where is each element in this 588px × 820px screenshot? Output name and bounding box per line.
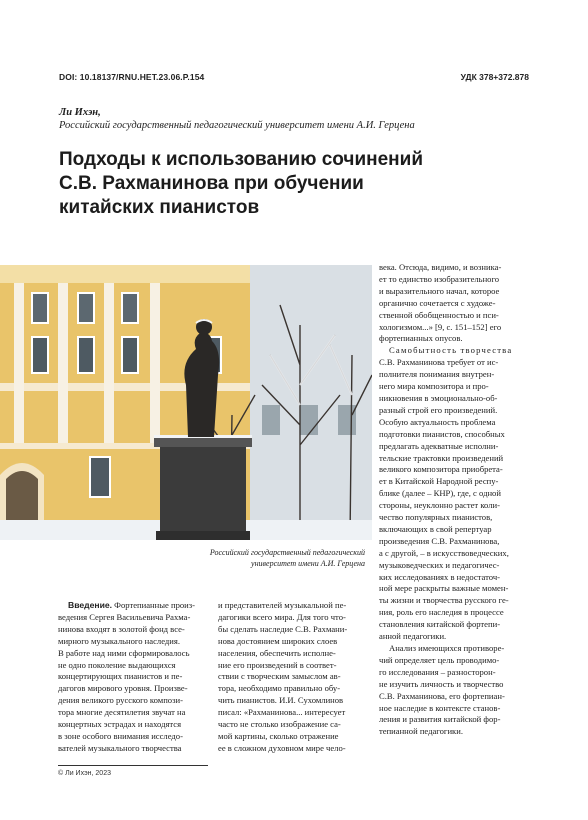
text-line: тепианной педагогики. [379, 726, 463, 737]
text-line: го исследования – разносторон- [379, 666, 496, 677]
text-line: подготовки пианистов, способных [379, 428, 505, 439]
section-heading: Введение. [68, 600, 113, 610]
title-line: С.В. Рахманинова при обучении [59, 173, 364, 194]
text-line: мирного музыкального наследия. [58, 635, 180, 646]
text-line: предлагать адекватные исполни- [379, 440, 499, 451]
text-line: а с другой, – в искусствоведческих, [379, 547, 509, 558]
text-line: писал: «Рахманинова... интересует [218, 707, 346, 718]
text-line: не одно поколение выдающихся [58, 659, 176, 670]
text-line: тора многие десятилетия звучат на [58, 707, 186, 718]
text-line: и представителей музыкальной пе- [218, 600, 347, 610]
author-affiliation: Российский государственный педагогический университет имени А.И. Герцена [59, 120, 415, 131]
text-line: становления китайской фортепи- [379, 619, 501, 630]
text-line: ведения Сергея Васильевича Рахма- [58, 611, 191, 622]
udk-label: УДК 378+372.878 [460, 72, 529, 82]
body-column-3 [379, 262, 531, 738]
text-line: органично сочетается с художе- [379, 297, 496, 308]
text-line: века. Отсюда, видимо, и возника- [379, 262, 502, 272]
text-line: В работе над ними сформировалось [58, 647, 190, 658]
text-line: музыковедческих и педагогичес- [379, 559, 500, 570]
text-line: хологизмом...» [9, с. 151–152] его [379, 321, 502, 332]
text-line: населения, обеспечить исполне- [218, 647, 336, 658]
caption-line: Российский государственный педагогический [209, 548, 365, 557]
text-line: анной педагогики. [379, 631, 447, 642]
text-line: ние его произведений в соответ- [218, 659, 337, 670]
text-line: концертных эстрадах и находятся [58, 719, 182, 730]
text-line: Самобытность творчества [389, 345, 513, 356]
article-title [59, 148, 529, 220]
text-line: ния, роль его наследия в процессе [379, 607, 504, 618]
text-line: чество популярных пианистов, [379, 512, 493, 523]
caption-line: университет имени А.И. Герцена [251, 558, 365, 568]
text-line: ления и развития китайской фор- [379, 714, 501, 725]
text-line: чить пианистов. И.И. Сухомлинов [218, 695, 344, 706]
text-line: стороны, неуклонно растет коли- [379, 500, 500, 511]
text-line: тельские трактовки произведений [379, 452, 504, 463]
text-line: ет то единство изобразительного [379, 273, 500, 284]
text-line: С.В. Рахманинова, его фортепиан- [379, 690, 505, 701]
text-fragment: Фортепианные произ- [112, 600, 196, 610]
monument-photo [0, 265, 372, 540]
text-line: произведения С.В. Рахманинова, [379, 535, 500, 546]
text-line: нинова входят в золотой фонд все- [58, 623, 185, 634]
author-name: Ли Ихэн, [59, 107, 101, 118]
text-line: и выразительного начал, которое [379, 285, 500, 296]
text-line: Особую актуальность проблема [379, 416, 496, 427]
text-line: ет в Китайской Народной респу- [379, 476, 499, 487]
text-line: мой картины, сколько отражение [218, 730, 339, 741]
text-line: С.В. Рахманинова требует от ис- [379, 357, 499, 368]
body-column-1 [58, 600, 210, 755]
text-line: Анализ имеющихся противоре- [389, 643, 505, 653]
text-line: концертирующих пианистов и пе- [58, 671, 183, 682]
text-line: часто не столько изображение са- [218, 719, 341, 730]
text-line: ствии с творческим замыслом ав- [218, 671, 341, 682]
text-line: включающих в свой репертуар [379, 523, 492, 534]
body-column-2 [218, 600, 370, 755]
text-line: дения великого русского компози- [58, 695, 183, 706]
text-line: чий определяет цель проводимо- [379, 654, 500, 665]
text-line: него мира композитора и про- [379, 381, 489, 392]
text-line: не изучить личность и творчество [379, 678, 504, 689]
text-line: вателей музыкального творчества [58, 742, 182, 753]
copyright-notice: © Ли Ихэн, 2023 [58, 770, 111, 777]
text-line: тора, необходимо правильно обу- [218, 683, 341, 694]
text-line: ственной обобщенностью и пси- [379, 309, 499, 320]
title-line: китайских пианистов [59, 197, 260, 218]
text-line: блике (далее – КНР), где, с одной [379, 488, 501, 499]
text-line [58, 600, 210, 612]
text-line: полнителя понимания внутрен- [379, 369, 495, 380]
text-line: бы сделать наследие С.В. Рахмани- [218, 623, 348, 634]
text-line: великого композитора приобрета- [379, 464, 503, 475]
text-line: ты жизни и творчества русского ге- [379, 595, 509, 606]
text-line: в зоне особого внимания исследо- [58, 730, 183, 741]
photo-caption [145, 548, 365, 569]
title-line: Подходы к использованию сочинений [59, 149, 424, 170]
text-line: ной мере раскрыты важные момен- [379, 583, 509, 594]
text-line: фортепианных опусов. [379, 333, 463, 344]
text-line: никновения в эмоционально-об- [379, 392, 498, 403]
footnote-rule [58, 765, 208, 766]
text-line: ее в сложном духовном мире чело- [218, 742, 346, 753]
text-line: дагогов мирового уровня. Произве- [58, 683, 188, 694]
text-line: дагогики всего мира. Для того что- [218, 611, 346, 622]
text-line: разный строй его произведений. [379, 404, 498, 415]
text-line: ких исследованиях в недостаточ- [379, 571, 501, 582]
text-line: ное наследие в контексте станов- [379, 702, 501, 713]
text-line: нова достоянием широких слоев [218, 635, 338, 646]
doi-label: DOI: 10.18137/RNU.HET.23.06.P.154 [59, 72, 205, 82]
